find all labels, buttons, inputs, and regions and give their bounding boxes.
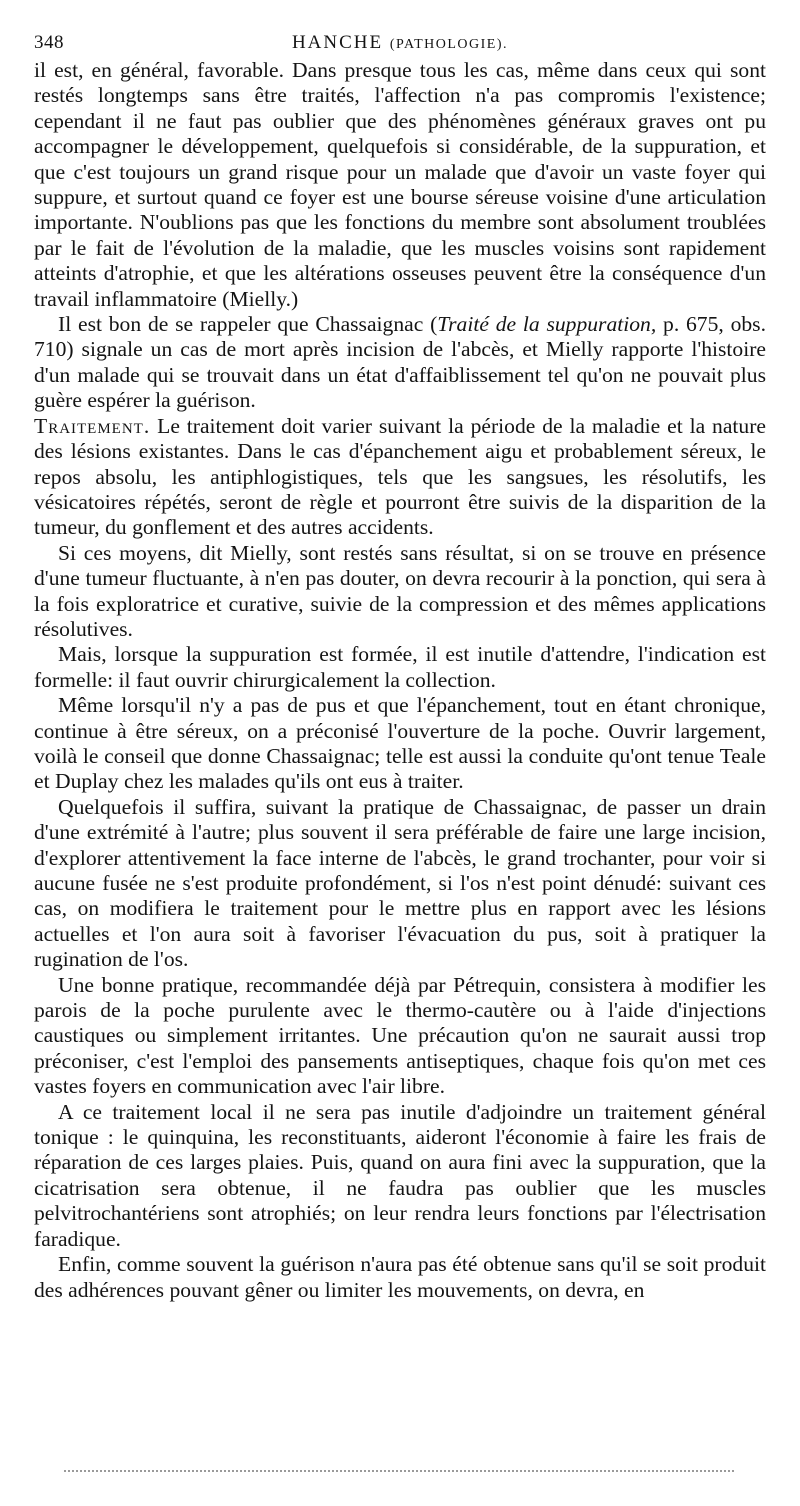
- page-number: 348: [34, 32, 64, 53]
- paragraph-8-text: Une bonne pratique, recommandée déjà par Pétrequin, consistera à modifier les parois de la poche purulente avec le thermo-cautère ou à l'aide d'injections caustiques ou simplement irritantes. Une précaution qu'on ne saurait aussi trop préconiser, c'est l'emploi des pansements antiseptiques, chaque fois qu'on met ces vastes foyers en communication avec l'air libre.: [34, 972, 766, 1099]
- paragraph-3-text: Le traitement doit varier suivant la période de la maladie et la nature des lésions existantes. Dans le cas d'épanchement aigu et probablement séreux, le repos absolu, les antiphlogistiques, tels que les sangsues, les résolutifs, les vésicatoires répétés, seront de règle et pourront être suivis de la disparition de la tumeur, du gonflement et des autres accidents.: [34, 413, 766, 540]
- paragraph-5: [34, 642, 766, 693]
- paragraph-8: [34, 973, 766, 1100]
- paragraph-9: [34, 1100, 766, 1252]
- paragraph-4-text: Si ces moyens, dit Mielly, sont restés sans résultat, si on se trouve en présence d'une tumeur fluctuante, à n'en pas douter, on devra recourir à la ponction, qui sera à la fois exploratrice et curative, suivie de la compression et des mêmes applications résolutives.: [34, 540, 766, 641]
- paragraph-1: [34, 58, 766, 312]
- paragraph-2: [34, 312, 766, 414]
- body-text: [34, 58, 766, 1303]
- paragraph-2-text-before: Il est bon de se rappeler que Chassaignac (: [58, 312, 438, 337]
- footer-dotted-rule: [64, 1470, 734, 1472]
- paragraph-10: [34, 1252, 766, 1303]
- document-page: [34, 30, 766, 1303]
- book-title-citation: Traité de la suppuration,: [437, 312, 657, 337]
- paragraph-6-text: Même lorsqu'il n'y a pas de pus et que l'épanchement, tout en étant chronique, continue à être séreux, on a préconisé l'ouverture de la poche. Ouvrir largement, voilà le conseil que donne Chassaignac; telle est aussi la conduite qu'ont tenue Teale et Duplay chez les malades qu'ils ont eus à traiter.: [34, 693, 766, 794]
- paragraph-5-text: Mais, lorsque la suppuration est formée, il est inutile d'attendre, l'indication est formelle: il faut ouvrir chirurgicalement la collection.: [34, 642, 766, 692]
- paragraph-1-text: il est, en général, favorable. Dans presque tous les cas, même dans ceux qui sont restés longtemps sans être traités, l'affection n'a pas compromis l'existence; cependant il ne faut pas oublier que des phénomènes généraux graves ont pu accompagner le développement, quelquefois si considérable, de la suppuration, et que c'est toujours un grand risque pour un malade que d'avoir un vaste foyer qui suppure, et surtout quand ce foyer est une bourse séreuse voisine d'une articulation importante. N'oublions pas que les fonctions du membre sont absolument troublées par le fait de l'évolution de la maladie, que les muscles voisins sont rapidement atteints d'atrophie, et que les altérations osseuses peuvent être la conséquence d'un travail inflammatoire (Mielly.): [34, 58, 766, 311]
- paragraph-10-text: Enfin, comme souvent la guérison n'aura pas été obtenue sans qu'il se soit produit des adhérences pouvant gêner ou limiter les mouvements, on devra, en: [34, 1252, 766, 1302]
- section-heading-traitement: Traitement.: [34, 413, 151, 438]
- paragraph-4: [34, 541, 766, 643]
- running-title: [34, 32, 766, 54]
- paragraph-9-text: A ce traitement local il ne sera pas inutile d'adjoindre un traitement général tonique : le quinquina, les reconstituants, aideront l'économie à faire les frais de réparation de ces larges plaies. Puis, quand on aura fini avec la suppuration, que la cicatrisation sera obtenue, il ne faudra pas oublier que les muscles pelvitrochantériens sont atrophiés; on leur rendra leurs fonctions par l'électrisation faradique.: [34, 1099, 766, 1251]
- paragraph-2-text-after: p. 675, obs. 710) signale un cas de mort après incision de l'abcès, et Mielly rapporte l'histoire d'un malade qui se trouvait dans un état d'affaiblissement tel qu'on ne pouvait plus guère espérer la guérison.: [34, 312, 766, 413]
- running-title-main: HANCHE: [291, 32, 384, 53]
- running-title-subtitle: (PATHOLOGIE).: [389, 37, 509, 52]
- paragraph-7: [34, 795, 766, 973]
- paragraph-3: [34, 414, 766, 541]
- running-header: [34, 30, 766, 58]
- paragraph-6: [34, 693, 766, 795]
- paragraph-7-text: Quelquefois il suffira, suivant la pratique de Chassaignac, de passer un drain d'une extrémité à l'autre; plus souvent il sera préférable de faire une large incision, d'explorer attentivement la face interne de l'abcès, le grand trochanter, pour voir si aucune fusée ne s'est produite profondément, si l'os n'est point dénudé: suivant ces cas, on modifiera le traitement pour le mettre plus en rapport avec les lésions actuelles et l'on aura soit à favoriser l'évacuation du pus, soit à pratiquer la rugination de l'os.: [34, 794, 766, 972]
